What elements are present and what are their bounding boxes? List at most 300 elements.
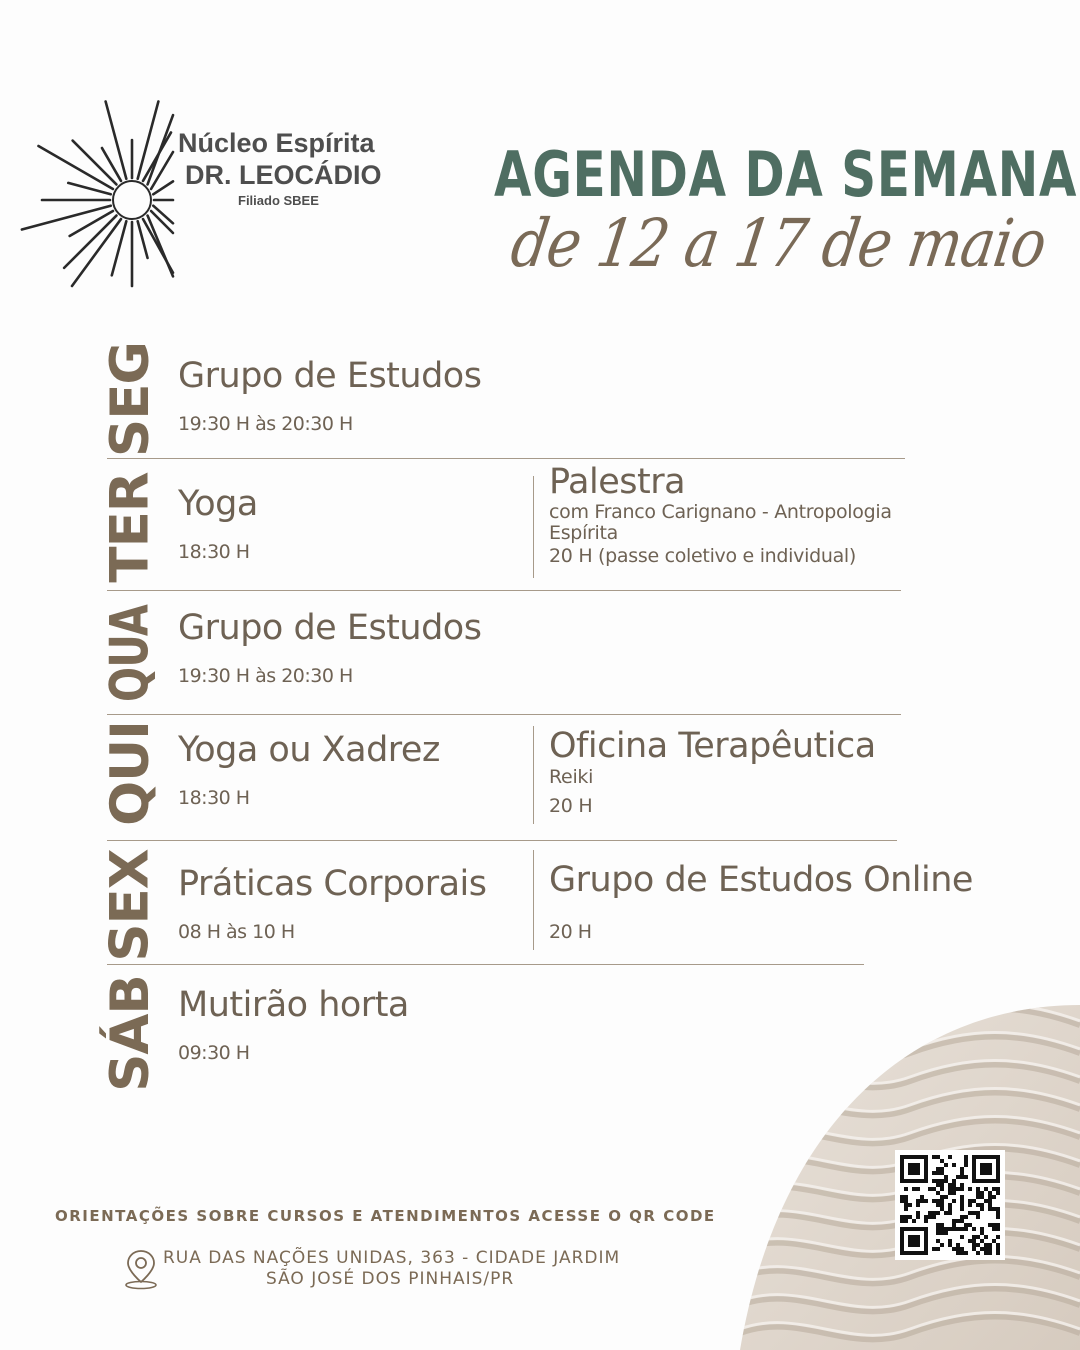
qr-module — [976, 1191, 980, 1195]
event-title: Grupo de Estudos — [178, 356, 482, 396]
qr-module — [948, 1211, 952, 1215]
qr-module — [960, 1235, 964, 1239]
qr-module — [924, 1163, 928, 1167]
divider — [107, 458, 905, 459]
qr-module — [928, 1215, 932, 1219]
event-title: Grupo de Estudos — [178, 608, 482, 648]
qr-module — [908, 1179, 912, 1183]
qr-module — [980, 1167, 984, 1171]
qr-module — [980, 1239, 984, 1243]
qr-module — [972, 1179, 976, 1183]
qr-module — [944, 1179, 948, 1183]
qr-module — [988, 1247, 992, 1251]
qr-module — [984, 1199, 988, 1203]
day-label-qua: QUA — [99, 604, 161, 702]
qr-module — [912, 1187, 916, 1191]
qr-module — [940, 1203, 944, 1207]
qr-module — [912, 1167, 916, 1171]
sunburst-ray — [138, 101, 159, 178]
qr-module — [992, 1239, 996, 1243]
qr-module — [932, 1247, 936, 1251]
event-title: Yoga ou Xadrez — [178, 730, 440, 770]
qr-module — [976, 1215, 980, 1219]
qr-module — [996, 1175, 1000, 1179]
qr-module — [904, 1195, 908, 1199]
qr-module — [980, 1247, 984, 1251]
qr-module — [900, 1199, 904, 1203]
qr-module — [924, 1199, 928, 1203]
qr-module — [924, 1239, 928, 1243]
qr-module — [920, 1227, 924, 1231]
qr-module — [936, 1191, 940, 1195]
qr-module — [912, 1163, 916, 1167]
qr-module — [936, 1155, 940, 1159]
qr-module — [980, 1191, 984, 1195]
qr-module — [996, 1211, 1000, 1215]
qr-module — [972, 1235, 976, 1239]
qr-module — [972, 1175, 976, 1179]
qr-module — [900, 1251, 904, 1255]
qr-module — [908, 1167, 912, 1171]
qr-module — [960, 1207, 964, 1211]
org-affiliation: Filiado SBEE — [238, 193, 319, 208]
qr-module — [948, 1243, 952, 1247]
qr-module — [900, 1179, 904, 1183]
qr-module — [912, 1171, 916, 1175]
qr-module — [972, 1227, 976, 1231]
qr-module — [924, 1219, 928, 1223]
event-time: 20 H (passe coletivo e individual) — [549, 545, 857, 567]
qr-module — [904, 1207, 908, 1211]
qr-module — [916, 1215, 920, 1219]
qr-module — [932, 1155, 936, 1159]
page-title: AGENDA DA SEMANA — [494, 138, 1078, 211]
qr-module — [908, 1235, 912, 1239]
qr-module — [972, 1199, 976, 1203]
qr-module — [908, 1171, 912, 1175]
qr-module — [956, 1251, 960, 1255]
qr-module — [980, 1195, 984, 1199]
event-time: 19:30 H às 20:30 H — [178, 665, 353, 687]
qr-module — [952, 1187, 956, 1191]
qr-module — [916, 1211, 920, 1215]
qr-module — [948, 1239, 952, 1243]
qr-module — [960, 1247, 964, 1251]
qr-module — [956, 1187, 960, 1191]
qr-module — [968, 1239, 972, 1243]
qr-module — [960, 1187, 964, 1191]
qr-module — [968, 1211, 972, 1215]
qr-module — [996, 1191, 1000, 1195]
qr-module — [904, 1251, 908, 1255]
qr-module — [932, 1215, 936, 1219]
qr-module — [920, 1251, 924, 1255]
qr-module — [936, 1203, 940, 1207]
qr-module — [900, 1159, 904, 1163]
qr-module — [976, 1155, 980, 1159]
qr-module — [908, 1227, 912, 1231]
qr-module — [984, 1171, 988, 1175]
org-name-line2: DR. LEOCÁDIO — [185, 160, 382, 190]
event-detail: Espírita — [549, 522, 619, 544]
qr-module — [948, 1227, 952, 1231]
qr-module — [924, 1171, 928, 1175]
map-pin-icon — [122, 1248, 160, 1290]
qr-module — [996, 1155, 1000, 1159]
divider — [107, 590, 901, 591]
event-title: Yoga — [178, 484, 258, 524]
qr-module — [936, 1183, 940, 1187]
qr-module — [900, 1171, 904, 1175]
qr-module — [984, 1251, 988, 1255]
qr-module — [992, 1227, 996, 1231]
day-label-seg: SEG — [99, 341, 161, 457]
qr-module — [992, 1207, 996, 1211]
qr-module — [940, 1171, 944, 1175]
qr-module — [996, 1171, 1000, 1175]
qr-module — [928, 1211, 932, 1215]
qr-module — [900, 1239, 904, 1243]
qr-module — [952, 1199, 956, 1203]
qr-module — [912, 1239, 916, 1243]
qr-module — [916, 1171, 920, 1175]
qr-module — [968, 1199, 972, 1203]
qr-module — [988, 1191, 992, 1195]
qr-module — [908, 1251, 912, 1255]
qr-module — [924, 1215, 928, 1219]
qr-module — [972, 1243, 976, 1247]
qr-module — [936, 1239, 940, 1243]
qr-module — [924, 1179, 928, 1183]
qr-module — [908, 1215, 912, 1219]
qr-module — [912, 1155, 916, 1159]
qr-module — [900, 1219, 904, 1223]
qr-module — [940, 1199, 944, 1203]
sunburst-ray — [22, 206, 111, 230]
qr-module — [976, 1179, 980, 1183]
qr-module — [948, 1207, 952, 1211]
qr-module — [900, 1227, 904, 1231]
event-time: 20 H — [549, 921, 592, 943]
qr-module — [948, 1203, 952, 1207]
qr-module — [996, 1187, 1000, 1191]
qr-module — [988, 1243, 992, 1247]
qr-module — [980, 1163, 984, 1167]
event-detail: Reiki — [549, 766, 594, 788]
qr-module — [952, 1227, 956, 1231]
qr-module — [980, 1227, 984, 1231]
qr-module — [924, 1231, 928, 1235]
qr-module — [952, 1247, 956, 1251]
qr-module — [996, 1179, 1000, 1183]
qr-module — [988, 1179, 992, 1183]
qr-module — [924, 1159, 928, 1163]
event-title: Oficina Terapêutica — [549, 726, 876, 766]
qr-module — [992, 1187, 996, 1191]
qr-module — [916, 1167, 920, 1171]
qr-module — [984, 1235, 988, 1239]
qr-module — [976, 1203, 980, 1207]
address-line1: RUA DAS NAÇÕES UNIDAS, 363 - CIDADE JARDIM — [163, 1248, 621, 1268]
day-label-ter: TER — [99, 471, 161, 583]
qr-module — [988, 1163, 992, 1167]
qr-module — [988, 1207, 992, 1211]
qr-module — [924, 1243, 928, 1247]
qr-code-icon[interactable] — [895, 1150, 1005, 1260]
divider — [107, 840, 897, 841]
day-label-qui: QUI — [99, 720, 161, 826]
qr-module — [936, 1199, 940, 1203]
qr-module — [972, 1211, 976, 1215]
qr-module — [936, 1179, 940, 1183]
qr-module — [904, 1155, 908, 1159]
qr-module — [928, 1187, 932, 1191]
qr-module — [992, 1195, 996, 1199]
qr-module — [908, 1243, 912, 1247]
sunburst-ray — [106, 101, 127, 178]
qr-module — [944, 1227, 948, 1231]
event-time: 08 H às 10 H — [178, 921, 295, 943]
qr-module — [908, 1203, 912, 1207]
qr-module — [904, 1199, 908, 1203]
qr-module — [948, 1155, 952, 1159]
qr-module — [996, 1227, 1000, 1231]
qr-module — [984, 1243, 988, 1247]
qr-module — [976, 1211, 980, 1215]
qr-module — [976, 1235, 980, 1239]
qr-module — [984, 1167, 988, 1171]
qr-module — [996, 1247, 1000, 1251]
qr-module — [940, 1187, 944, 1191]
qr-module — [908, 1239, 912, 1243]
qr-module — [988, 1171, 992, 1175]
qr-module — [916, 1155, 920, 1159]
event-title: Grupo de Estudos Online — [549, 860, 973, 900]
event-title: Práticas Corporais — [178, 864, 487, 904]
column-divider — [533, 476, 534, 578]
qr-module — [988, 1195, 992, 1199]
orientation-text: ORIENTAÇÕES SOBRE CURSOS E ATENDIMENTOS ACESSE O QR CODE — [55, 1207, 716, 1225]
qr-module — [996, 1235, 1000, 1239]
qr-module — [960, 1203, 964, 1207]
qr-module — [952, 1191, 956, 1195]
qr-module — [932, 1171, 936, 1175]
qr-module — [984, 1187, 988, 1191]
qr-module — [980, 1231, 984, 1235]
qr-module — [996, 1207, 1000, 1211]
qr-module — [996, 1223, 1000, 1227]
qr-module — [952, 1183, 956, 1187]
date-range: de 12 a 17 de maio — [506, 205, 1051, 282]
qr-module — [904, 1203, 908, 1207]
qr-module — [900, 1155, 904, 1159]
event-title: Mutirão horta — [178, 985, 409, 1025]
qr-module — [940, 1231, 944, 1235]
qr-module — [908, 1155, 912, 1159]
qr-module — [980, 1207, 984, 1211]
qr-module — [940, 1195, 944, 1199]
qr-module — [936, 1231, 940, 1235]
qr-module — [936, 1227, 940, 1231]
qr-module — [912, 1243, 916, 1247]
qr-module — [924, 1227, 928, 1231]
qr-module — [920, 1195, 924, 1199]
qr-module — [960, 1251, 964, 1255]
qr-module — [920, 1199, 924, 1203]
event-time: 18:30 H — [178, 541, 250, 563]
qr-module — [904, 1219, 908, 1223]
qr-module — [944, 1211, 948, 1215]
org-name: Núcleo Espírita — [178, 128, 375, 158]
qr-module — [988, 1167, 992, 1171]
day-label-sab: SÁB — [99, 974, 161, 1092]
qr-module — [916, 1251, 920, 1255]
qr-module — [936, 1167, 940, 1171]
qr-module — [968, 1223, 972, 1227]
qr-module — [920, 1179, 924, 1183]
qr-module — [924, 1247, 928, 1251]
column-divider — [533, 850, 534, 950]
qr-module — [924, 1235, 928, 1239]
qr-module — [972, 1159, 976, 1163]
qr-module — [940, 1243, 944, 1247]
qr-module — [960, 1175, 964, 1179]
qr-module — [988, 1155, 992, 1159]
qr-module — [900, 1235, 904, 1239]
qr-module — [912, 1251, 916, 1255]
qr-module — [980, 1171, 984, 1175]
qr-module — [980, 1203, 984, 1207]
qr-module — [932, 1211, 936, 1215]
event-detail: com Franco Carignano - Antropologia — [549, 501, 892, 523]
sunburst-ray — [38, 146, 112, 189]
qr-module — [912, 1227, 916, 1231]
qr-module — [924, 1175, 928, 1179]
qr-module — [916, 1179, 920, 1183]
qr-module — [960, 1227, 964, 1231]
qr-module — [924, 1251, 928, 1255]
qr-module — [900, 1167, 904, 1171]
qr-module — [972, 1155, 976, 1159]
qr-module — [968, 1187, 972, 1191]
qr-module — [996, 1243, 1000, 1247]
qr-module — [960, 1199, 964, 1203]
qr-module — [976, 1195, 980, 1199]
qr-module — [992, 1179, 996, 1183]
qr-module — [940, 1167, 944, 1171]
qr-module — [988, 1223, 992, 1227]
qr-module — [904, 1227, 908, 1231]
qr-module — [988, 1251, 992, 1255]
qr-module — [960, 1195, 964, 1199]
qr-module — [944, 1163, 948, 1167]
qr-module — [996, 1215, 1000, 1219]
qr-module — [984, 1155, 988, 1159]
qr-module — [936, 1211, 940, 1215]
qr-module — [960, 1167, 964, 1171]
qr-module — [936, 1171, 940, 1175]
event-time: 20 H — [549, 795, 593, 817]
qr-module — [932, 1199, 936, 1203]
qr-module — [940, 1183, 944, 1187]
qr-module — [972, 1163, 976, 1167]
qr-module — [916, 1243, 920, 1247]
qr-module — [996, 1163, 1000, 1167]
qr-module — [988, 1203, 992, 1207]
qr-module — [952, 1219, 956, 1223]
qr-module — [984, 1163, 988, 1167]
qr-module — [964, 1155, 968, 1159]
qr-module — [956, 1247, 960, 1251]
qr-module — [956, 1219, 960, 1223]
qr-module — [976, 1243, 980, 1247]
qr-module — [916, 1227, 920, 1231]
qr-module — [956, 1175, 960, 1179]
event-title: Palestra — [549, 462, 686, 502]
qr-module — [940, 1159, 944, 1163]
qr-module — [976, 1251, 980, 1255]
qr-module — [948, 1183, 952, 1187]
qr-module — [968, 1203, 972, 1207]
qr-module — [952, 1163, 956, 1167]
qr-module — [900, 1243, 904, 1247]
qr-module — [912, 1219, 916, 1223]
qr-module — [940, 1179, 944, 1183]
event-time: 09:30 H — [178, 1042, 250, 1064]
qr-module — [900, 1215, 904, 1219]
qr-module — [944, 1231, 948, 1235]
qr-module — [916, 1203, 920, 1207]
qr-module — [960, 1183, 964, 1187]
qr-module — [900, 1175, 904, 1179]
qr-module — [996, 1251, 1000, 1255]
qr-module — [916, 1239, 920, 1243]
qr-module — [912, 1235, 916, 1239]
qr-module — [988, 1199, 992, 1203]
qr-module — [996, 1159, 1000, 1163]
qr-module — [960, 1171, 964, 1175]
qr-module — [940, 1207, 944, 1211]
qr-module — [972, 1167, 976, 1171]
qr-module — [952, 1179, 956, 1183]
qr-module — [964, 1227, 968, 1231]
qr-module — [960, 1215, 964, 1219]
qr-module — [936, 1247, 940, 1251]
qr-module — [964, 1175, 968, 1179]
qr-module — [904, 1187, 908, 1191]
qr-module — [932, 1179, 936, 1183]
qr-module — [980, 1179, 984, 1183]
qr-module — [952, 1223, 956, 1227]
qr-module — [916, 1163, 920, 1167]
qr-module — [920, 1155, 924, 1159]
qr-module — [944, 1195, 948, 1199]
qr-module — [904, 1215, 908, 1219]
qr-module — [924, 1155, 928, 1159]
qr-module — [972, 1247, 976, 1251]
sunburst-icon — [12, 62, 177, 290]
qr-module — [900, 1247, 904, 1251]
address-line2: SÃO JOSÉ DOS PINHAIS/PR — [266, 1269, 515, 1289]
sunburst-ray — [153, 181, 173, 194]
divider — [107, 964, 864, 965]
qr-module — [900, 1163, 904, 1167]
qr-module — [900, 1231, 904, 1235]
qr-module — [932, 1187, 936, 1191]
qr-module — [964, 1159, 968, 1163]
divider — [107, 714, 901, 715]
event-time: 18:30 H — [178, 787, 250, 809]
